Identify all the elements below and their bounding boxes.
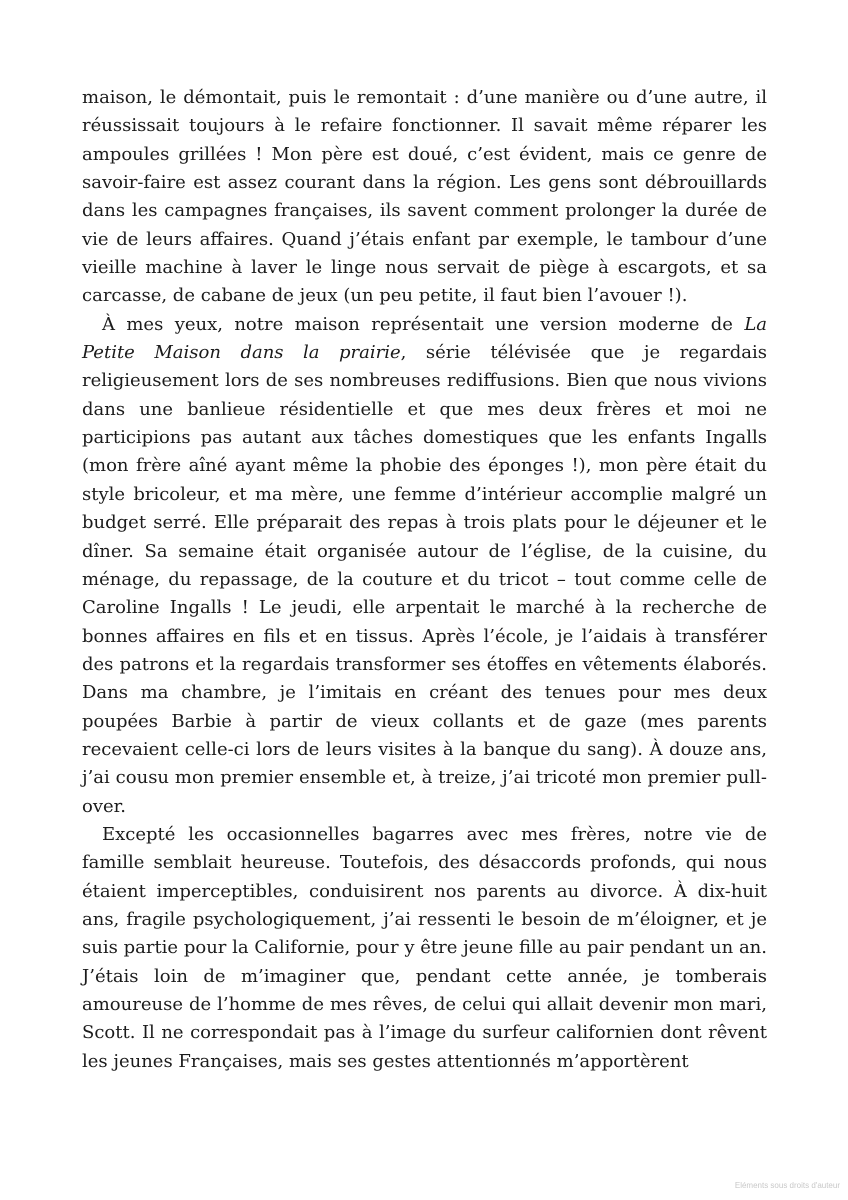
paragraph-3 [82, 821, 767, 1076]
paragraph-1 [82, 84, 767, 311]
paragraph-3-text: Excepté les occasionnelles bagarres avec mes frères, notre vie de famille semblait heureuse. Toutefois, des désaccords profonds, qui nous étaient imperceptibles, conduisirent nos parents au divorce. À dix-huit ans, fragile psychologiquement, j’ai ressenti le besoin de m’éloigner, et je suis partie pour la Californie, pour y être jeune fille au pair pendant un an. J’étais loin de m’imaginer que, pendant cette année, je tomberais amoureuse de l’homme de mes rêves, de celui qui allait devenir mon mari, Scott. Il ne correspondait pas à l’image du surfeur californien dont rêvent les jeunes Françaises, mais ses gestes attentionnés m’apportèrent [82, 823, 767, 1072]
paragraph-1-text: maison, le démontait, puis le remontait : d’une manière ou d’une autre, il réussissait toujours à le refaire fonctionner. Il savait même réparer les ampoules grillées ! Mon père est doué, c’est évident, mais ce genre de savoir-faire est assez courant dans la région. Les gens sont débrouillards dans les campagnes françaises, ils savent comment prolonger la durée de vie de leurs affaires. Quand j’étais enfant par exemple, le tambour d’une vieille machine à laver le linge nous servait de piège à escargots, et sa carcasse, de cabane de jeux (un peu petite, il faut bien l’avouer !). [82, 87, 767, 307]
paragraph-2 [82, 311, 767, 821]
book-title: La Petite Maison dans la prairie [82, 313, 767, 364]
page-body [82, 84, 767, 1076]
paragraph-2-text-end: , série télévisée que je regardais religieusement lors de ses nombreuses rediffusions. Bien que nous vivions dans une banlieue résidentielle et que mes deux frères et moi ne participions pas autant aux tâches domestiques que les enfants Ingalls (mon frère aîné ayant même la phobie des éponges !), mon père était du style bricoleur, et ma mère, une femme d’intérieur accomplie malgré un budget serré. Elle préparait des repas à trois plats pour le déjeuner et le dîner. Sa semaine était organisée autour de l’église, de la cuisine, du ménage, du repassage, de la couture et du tricot – tout comme celle de Caroline Ingalls ! Le jeudi, elle arpentait le marché à la recherche de bonnes affaires en fils et en tissus. Après l’école, je l’aidais à transférer des patrons et la regardais transformer ses étoffes en vêtements élaborés. Dans ma chambre, je l’imitais en créant des tenues pour mes deux poupées Barbie à partir de vieux collants et de gaze (mes parents recevaient celle-ci lors de leurs visites à la banque du sang). À douze ans, j’ai cousu mon premier ensemble et, à treize, j’ai tricoté mon premier pull-over. [82, 342, 767, 817]
paragraph-2-text-start: À mes yeux, notre maison représentait une version moderne de [102, 313, 745, 335]
copyright-watermark: Eléments sous droits d'auteur [734, 1181, 840, 1190]
